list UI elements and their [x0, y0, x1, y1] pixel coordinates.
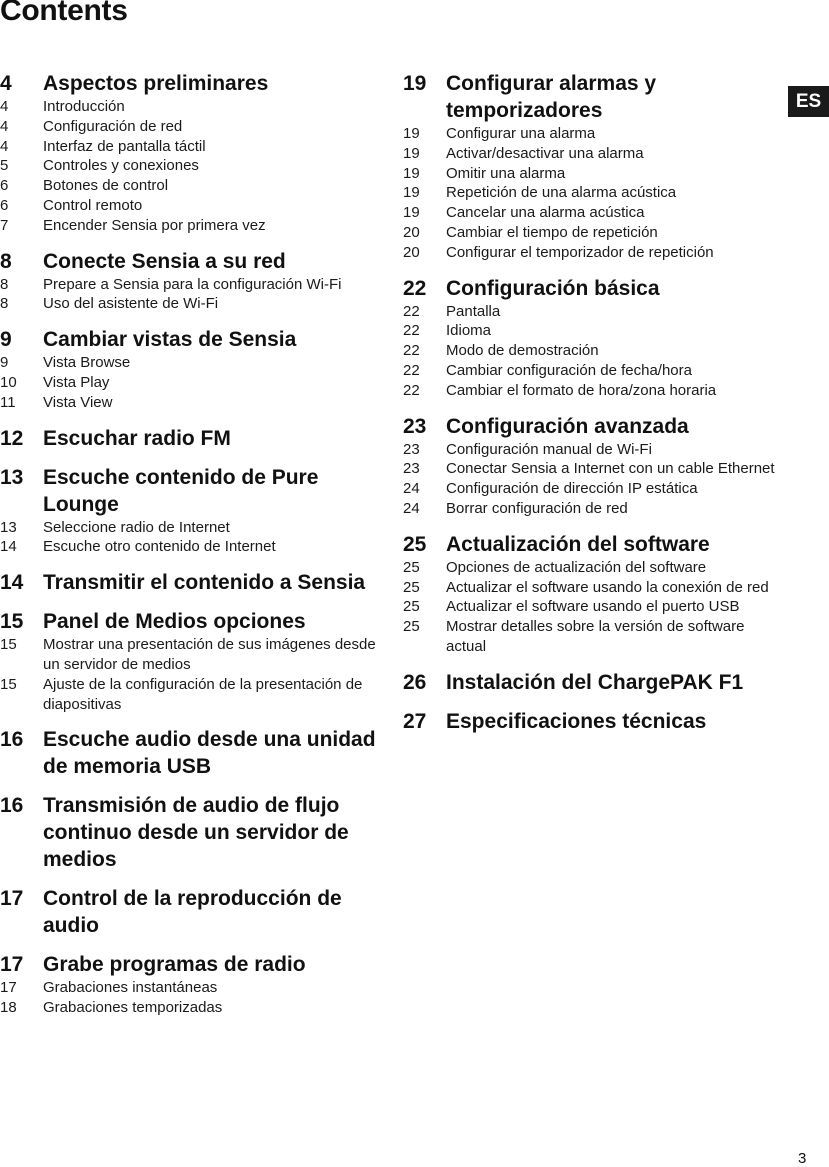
toc-section: [0, 70, 380, 236]
toc-section-heading[interactable]: [0, 425, 380, 452]
toc-entry[interactable]: [0, 635, 380, 675]
toc-entry[interactable]: [0, 137, 380, 157]
entry-title: Botones de control: [43, 177, 169, 195]
toc-section-heading[interactable]: [403, 669, 778, 696]
section-page-number: 9: [0, 328, 12, 352]
toc-entry[interactable]: [403, 361, 778, 381]
entry-page-number: 14: [0, 538, 17, 556]
toc-entry[interactable]: [403, 499, 778, 519]
section-title: Configuración avanzada: [446, 414, 689, 438]
toc-section-heading[interactable]: [0, 792, 380, 873]
section-title: Aspectos preliminares: [43, 72, 269, 95]
entry-title: Actualizar el software usando el puerto USB: [446, 598, 740, 616]
entry-page-number: 25: [403, 578, 420, 596]
toc-entry[interactable]: [403, 597, 778, 617]
toc-section-heading[interactable]: [0, 951, 380, 978]
entry-page-number: 13: [0, 518, 17, 536]
section-title: Configuración básica: [446, 276, 660, 300]
toc-section: [0, 569, 380, 596]
entry-title: Actualizar el software usando la conexión de red: [446, 578, 769, 596]
entry-page-number: 24: [403, 480, 420, 498]
section-title: Escuche contenido de Pure Lounge: [43, 465, 319, 516]
entry-title: Mostrar detalles sobre la versión de software actual: [446, 618, 745, 655]
entry-page-number: 19: [403, 125, 420, 142]
toc-right-column: [403, 70, 778, 747]
page-number: 3: [798, 1150, 807, 1167]
entry-title: Configurar una alarma: [446, 125, 596, 142]
toc-entry[interactable]: [0, 675, 380, 715]
toc-entry[interactable]: [403, 381, 778, 401]
entry-title: Configuración de red: [43, 117, 183, 135]
section-page-number: 19: [403, 72, 427, 95]
entry-page-number: 6: [0, 177, 9, 195]
toc-section-heading[interactable]: [0, 464, 380, 518]
entry-page-number: 22: [403, 381, 420, 399]
section-title: Grabe programas de radio: [43, 953, 306, 977]
entry-title: Borrar configuración de red: [446, 499, 628, 517]
toc-section: [403, 275, 778, 401]
entry-title: Configuración de dirección IP estática: [446, 480, 698, 498]
toc-entry[interactable]: [0, 117, 380, 137]
toc-section: [403, 413, 778, 519]
toc-entry[interactable]: [403, 164, 778, 184]
entry-title: Omitir una alarma: [446, 164, 566, 182]
toc-section: [403, 70, 778, 263]
section-page-number: 17: [0, 953, 24, 977]
entry-page-number: 19: [403, 204, 420, 222]
entry-page-number: 4: [0, 137, 9, 155]
entry-title: Introducción: [43, 98, 125, 115]
entry-title: Encender Sensia por primera vez: [43, 216, 266, 234]
entry-page-number: 22: [403, 302, 420, 320]
toc-entry[interactable]: [403, 459, 778, 479]
entry-title: Controles y conexiones: [43, 157, 199, 175]
entry-page-number: 7: [0, 216, 9, 234]
section-title: Instalación del ChargePAK F1: [446, 670, 744, 694]
entry-page-number: 23: [403, 440, 420, 458]
entry-page-number: 15: [0, 675, 17, 693]
toc-entry[interactable]: [403, 144, 778, 164]
section-title: Cambiar vistas de Sensia: [43, 328, 297, 352]
toc-section: [0, 425, 380, 452]
entry-page-number: 4: [0, 98, 9, 115]
entry-page-number: 5: [0, 157, 9, 175]
toc-section-heading[interactable]: [0, 569, 380, 596]
section-page-number: 17: [0, 887, 24, 911]
toc-entry[interactable]: [403, 183, 778, 203]
toc-section: [0, 792, 380, 873]
entry-page-number: 25: [403, 618, 420, 636]
toc-entry[interactable]: [403, 440, 778, 460]
toc-section: [0, 326, 380, 412]
entry-page-number: 19: [403, 184, 420, 202]
section-title: Especificaciones técnicas: [446, 709, 707, 733]
entry-page-number: 22: [403, 361, 420, 379]
entry-title: Vista View: [43, 393, 113, 411]
page-title: Contents: [0, 0, 128, 27]
toc-entry[interactable]: [403, 243, 778, 263]
toc-section-heading[interactable]: [403, 708, 778, 735]
entry-title: Cambiar configuración de fecha/hora: [446, 361, 692, 379]
toc-section-heading[interactable]: [0, 70, 380, 97]
toc-section-heading[interactable]: [403, 531, 778, 558]
entry-page-number: 4: [0, 117, 9, 135]
entry-title: Grabaciones instantáneas: [43, 979, 218, 997]
section-page-number: 27: [403, 709, 427, 733]
toc-section: [0, 885, 380, 939]
entry-page-number: 15: [0, 636, 17, 654]
entry-page-number: 25: [403, 598, 420, 616]
entry-title: Grabaciones temporizadas: [43, 999, 223, 1017]
toc-section-heading[interactable]: [0, 885, 380, 939]
toc-entry[interactable]: [403, 124, 778, 144]
entry-title: Prepare a Sensia para la configuración Wi-Fi: [43, 275, 342, 293]
toc-entry[interactable]: [403, 558, 778, 578]
entry-page-number: 10: [0, 373, 17, 391]
entry-title: Vista Browse: [43, 354, 131, 372]
toc-entry[interactable]: [403, 203, 778, 223]
entry-title: Configuración manual de Wi-Fi: [446, 440, 652, 458]
entry-title: Opciones de actualización del software: [446, 558, 707, 576]
toc-entry[interactable]: [403, 479, 778, 499]
entry-page-number: 19: [403, 164, 420, 182]
section-page-number: 14: [0, 571, 24, 595]
toc-section: [0, 608, 380, 714]
entry-page-number: 9: [0, 354, 9, 372]
entry-title: Mostrar una presentación de sus imágenes desde un servidor de medios: [43, 636, 376, 673]
section-page-number: 13: [0, 465, 24, 489]
toc-section-heading[interactable]: [0, 326, 380, 353]
toc-section-heading[interactable]: [403, 413, 778, 440]
toc-section: [0, 951, 380, 1018]
entry-page-number: 20: [403, 223, 420, 241]
entry-page-number: 25: [403, 558, 420, 576]
entry-title: Configurar el temporizador de repetición: [446, 243, 714, 261]
entry-page-number: 19: [403, 144, 420, 162]
toc-entry[interactable]: [0, 294, 380, 314]
language-badge: ES: [788, 86, 829, 117]
entry-title: Control remoto: [43, 196, 143, 214]
toc-section: [0, 464, 380, 558]
entry-title: Escuche otro contenido de Internet: [43, 538, 276, 556]
toc-entry[interactable]: [403, 302, 778, 322]
toc-left-column: [0, 70, 380, 1030]
toc-entry[interactable]: [403, 617, 778, 657]
toc-section-heading[interactable]: [0, 608, 380, 635]
toc-entry[interactable]: [403, 341, 778, 361]
toc-entry[interactable]: [0, 518, 380, 538]
entry-page-number: 17: [0, 979, 17, 997]
toc-entry[interactable]: [0, 196, 380, 216]
entry-title: Interfaz de pantalla táctil: [43, 137, 206, 155]
toc-entry[interactable]: [0, 393, 380, 413]
toc-entry[interactable]: [0, 373, 380, 393]
section-page-number: 23: [403, 414, 427, 438]
section-page-number: 16: [0, 794, 24, 818]
toc-section-heading[interactable]: [0, 726, 380, 780]
toc-section: [0, 726, 380, 780]
toc-section: [0, 248, 380, 315]
entry-page-number: 24: [403, 499, 420, 517]
toc-entry[interactable]: [0, 998, 380, 1018]
entry-title: Cancelar una alarma acústica: [446, 204, 645, 222]
section-page-number: 26: [403, 670, 427, 694]
toc-section-heading[interactable]: [0, 248, 380, 275]
section-title: Escuche audio desde una unidad de memoria USB: [43, 728, 376, 779]
entry-page-number: 6: [0, 196, 9, 214]
toc-section: [403, 708, 778, 735]
entry-page-number: 22: [403, 322, 420, 340]
toc-section-heading[interactable]: [403, 275, 778, 302]
entry-title: Cambiar el tiempo de repetición: [446, 223, 658, 241]
entry-title: Modo de demostración: [446, 342, 599, 360]
entry-title: Vista Play: [43, 373, 110, 391]
section-title: Transmisión de audio de flujo continuo desde un servidor de medios: [43, 794, 349, 872]
entry-title: Ajuste de la configuración de la presentación de diapositivas: [43, 675, 363, 713]
toc-entry[interactable]: [0, 156, 380, 176]
toc-entry[interactable]: [0, 97, 380, 117]
toc-entry[interactable]: [0, 176, 380, 196]
toc-entry[interactable]: [0, 216, 380, 236]
section-title: Control de la reproducción de audio: [43, 887, 342, 938]
section-page-number: 22: [403, 276, 427, 300]
entry-page-number: 8: [0, 295, 9, 313]
toc-section-heading[interactable]: [403, 70, 778, 124]
entry-title: Conectar Sensia a Internet con un cable Ethernet: [446, 460, 775, 478]
entry-title: Uso del asistente de Wi-Fi: [43, 295, 219, 313]
toc-entry[interactable]: [403, 578, 778, 598]
section-page-number: 8: [0, 249, 12, 273]
section-page-number: 16: [0, 728, 24, 752]
section-title: Panel de Medios opciones: [43, 610, 306, 634]
section-title: Transmitir el contenido a Sensia: [43, 571, 366, 595]
entry-page-number: 8: [0, 275, 9, 293]
toc-entry[interactable]: [0, 353, 380, 373]
section-title: Conecte Sensia a su red: [43, 249, 286, 273]
toc-entry[interactable]: [0, 275, 380, 295]
entry-page-number: 18: [0, 999, 17, 1017]
section-page-number: 12: [0, 426, 24, 450]
section-title: Actualización del software: [446, 532, 710, 556]
section-page-number: 25: [403, 532, 427, 556]
entry-page-number: 20: [403, 243, 420, 261]
toc-section: [403, 669, 778, 696]
toc-entry[interactable]: [403, 223, 778, 243]
entry-title: Idioma: [446, 322, 492, 340]
entry-page-number: 11: [0, 393, 16, 411]
entry-title: Pantalla: [446, 302, 501, 320]
toc-entry[interactable]: [403, 321, 778, 341]
entry-title: Seleccione radio de Internet: [43, 518, 230, 536]
entry-title: Cambiar el formato de hora/zona horaria: [446, 381, 717, 399]
toc-section: [403, 531, 778, 657]
entry-page-number: 23: [403, 460, 420, 478]
entry-title: Repetición de una alarma acústica: [446, 184, 677, 202]
section-page-number: 4: [0, 72, 12, 95]
toc-entry[interactable]: [0, 978, 380, 998]
section-title: Escuchar radio FM: [43, 426, 231, 450]
section-page-number: 15: [0, 610, 24, 634]
section-title: Configurar alarmas y temporizadores: [446, 72, 657, 122]
toc-entry[interactable]: [0, 537, 380, 557]
entry-page-number: 22: [403, 342, 420, 360]
entry-title: Activar/desactivar una alarma: [446, 144, 644, 162]
